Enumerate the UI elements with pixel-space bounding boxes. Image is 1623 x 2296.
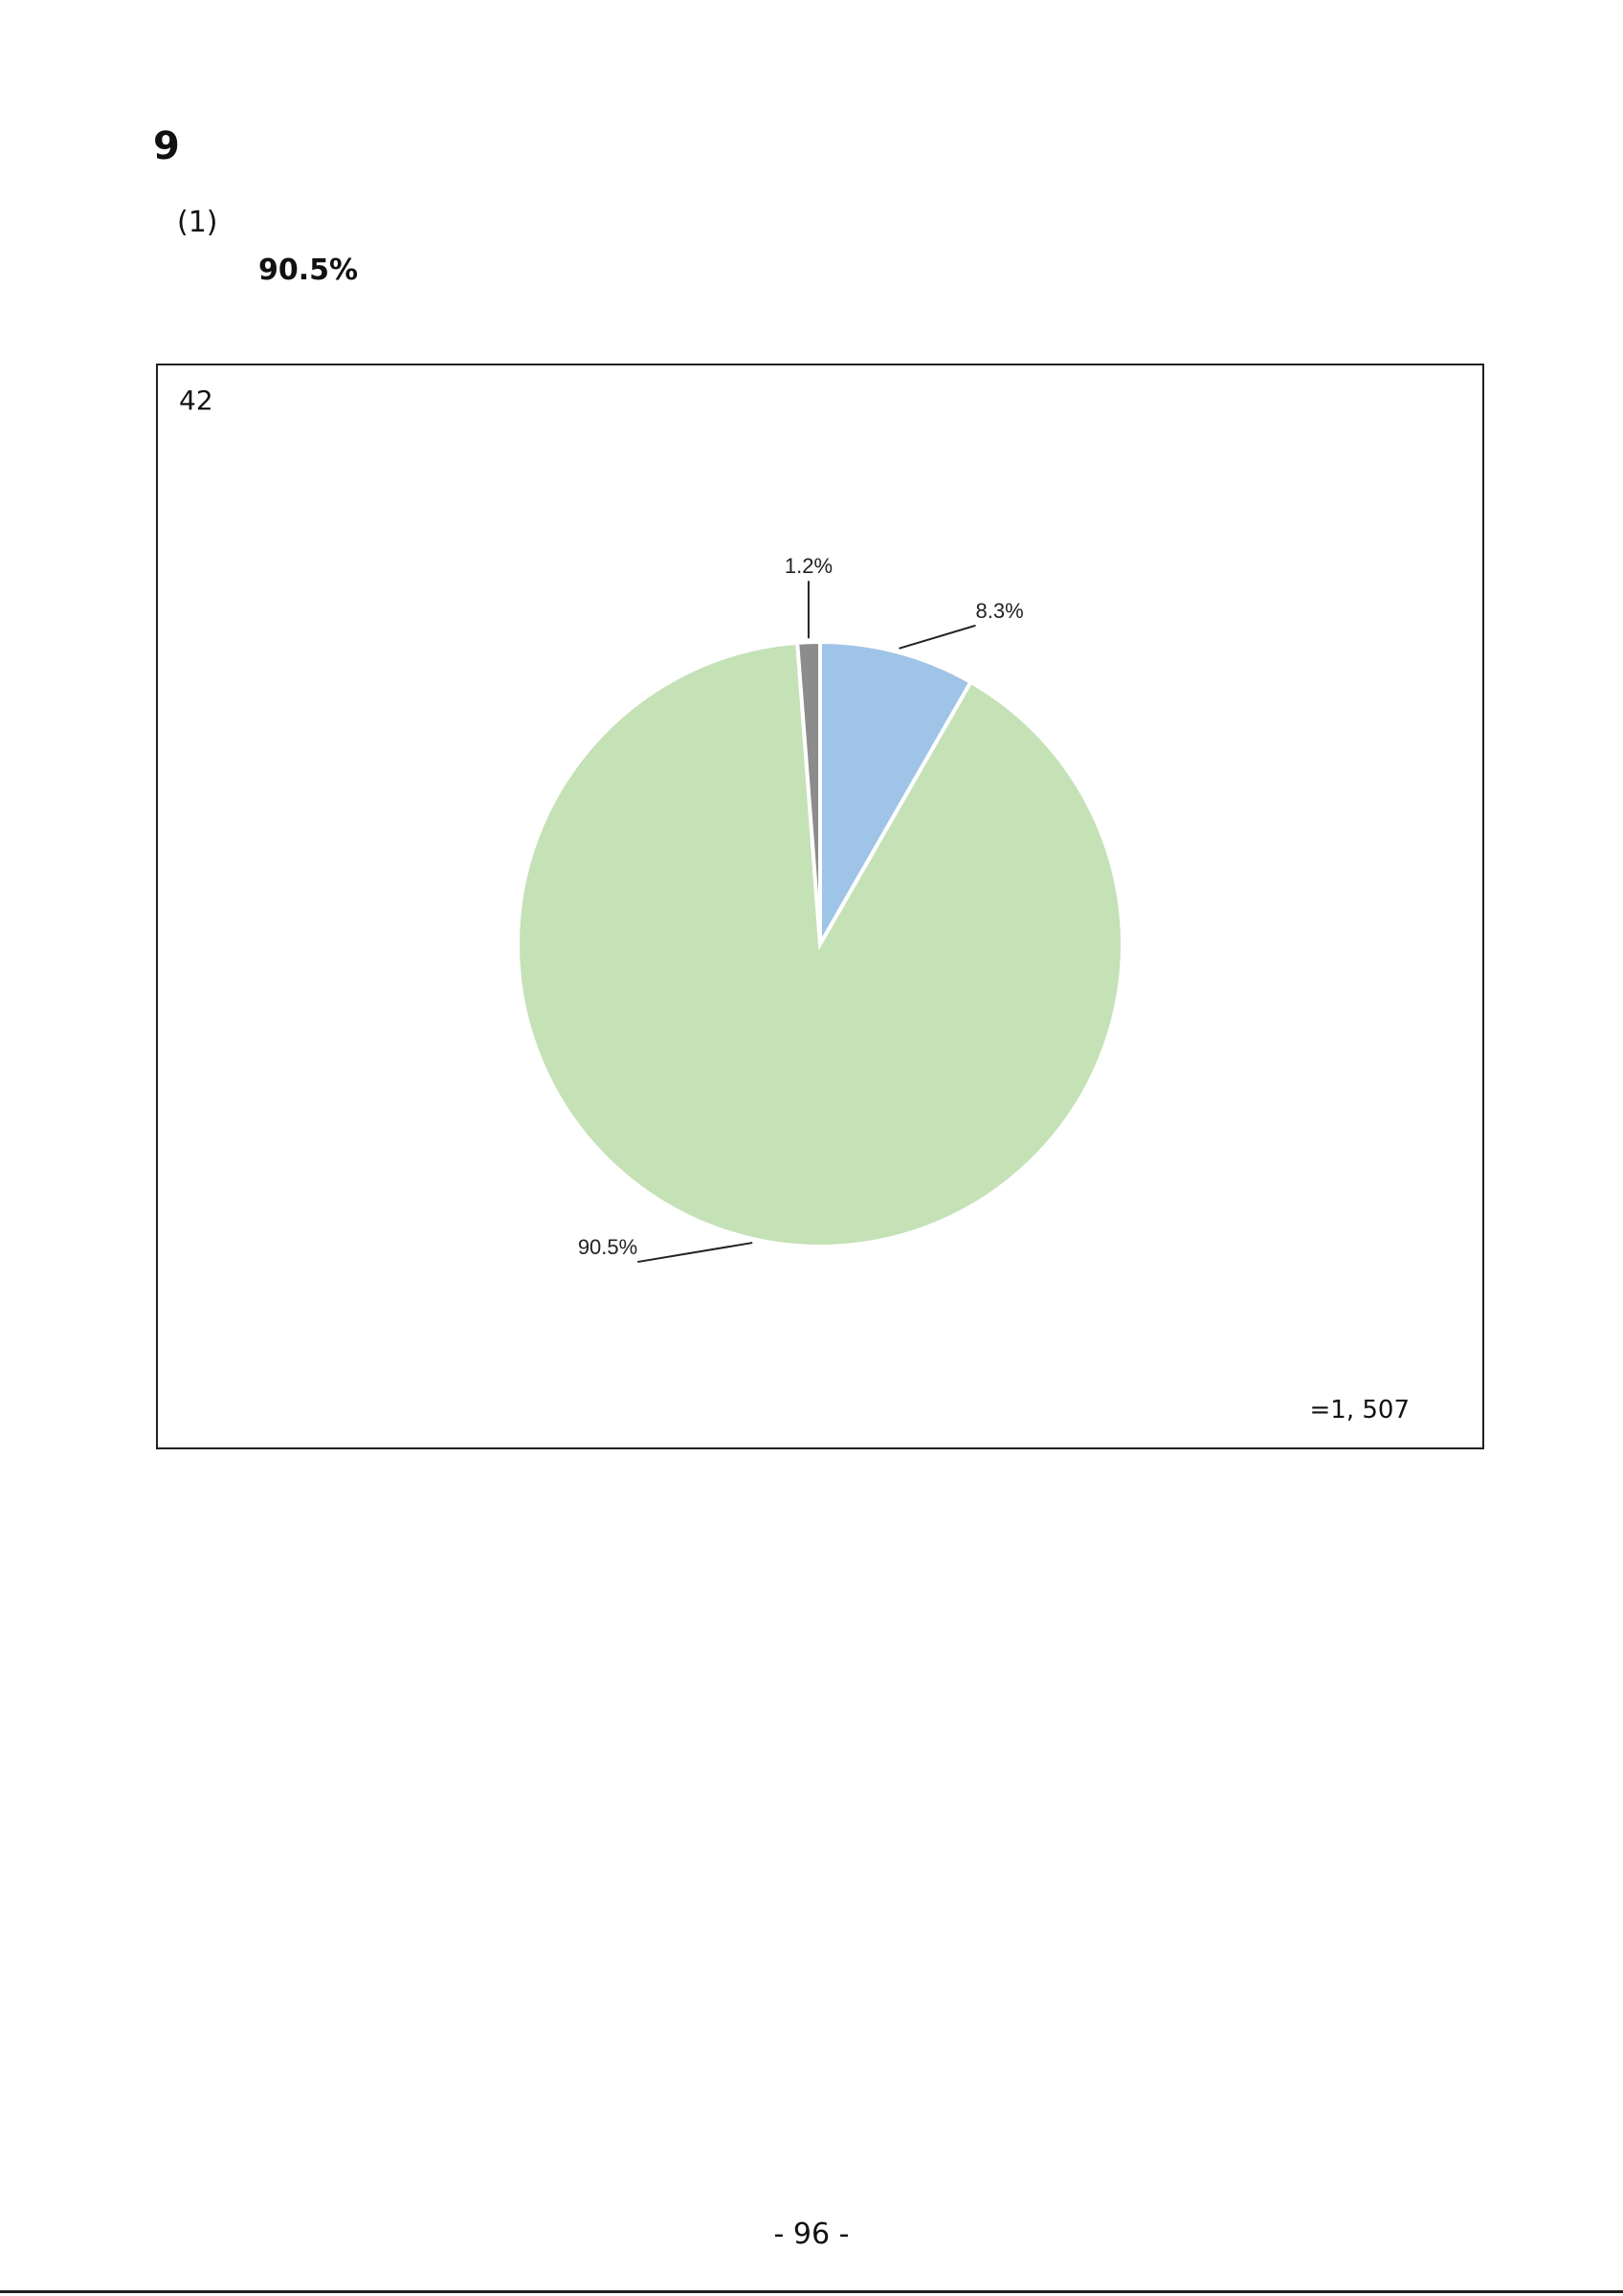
question-number: 42 <box>179 385 213 416</box>
pie-chart <box>158 365 1482 1447</box>
sample-count: =1, 507 <box>1309 1396 1410 1424</box>
subsection-number: (1) <box>177 206 218 239</box>
pie-value-label-0: 8.3% <box>975 598 1024 623</box>
leader-line-0 <box>899 626 975 649</box>
pie-value-label-1: 90.5% <box>577 1235 638 1260</box>
headline-percentage: 90.5% <box>258 254 359 287</box>
bottom-rule <box>0 2290 1623 2293</box>
question-box <box>156 364 1484 1449</box>
page-number: - 96 - <box>773 2218 850 2251</box>
section-number: 9 <box>153 124 180 168</box>
pie-value-label-2: 1.2% <box>784 554 834 579</box>
leader-line-1 <box>637 1243 752 1262</box>
